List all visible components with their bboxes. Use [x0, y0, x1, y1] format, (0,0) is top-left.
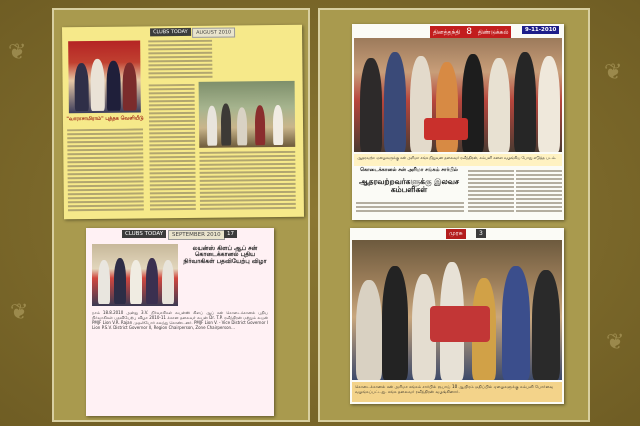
edition-name: திண்டுக்கல்	[477, 29, 509, 36]
issue-date	[168, 230, 225, 240]
event-photo-book-release	[68, 40, 141, 113]
event-photo-installation	[92, 244, 178, 306]
headline-line-2: ஆதரவற்றவர்களுக்கு இலவச கம்பளிகள்	[358, 177, 460, 194]
clipping-headline: "வாராசாமிராம்" புத்தக வெளியீடு	[66, 115, 144, 123]
event-photo-outdoor	[199, 81, 296, 148]
article-text-col-3	[356, 202, 464, 218]
article-text-col-3	[149, 84, 196, 214]
issue-label: SEPTEMBER 2010	[172, 232, 221, 238]
page-number-label: 17	[227, 231, 234, 237]
article-text-col-2	[148, 40, 212, 81]
page-number: 8	[466, 27, 472, 37]
paper-masthead	[446, 229, 466, 239]
masthead-title: CLUBS TODAY	[153, 28, 188, 36]
flourish-ornament-right-bottom: ❦	[606, 330, 625, 355]
headline-line-1: கொடைக்கானல் சன் அரிமா சங்கம் சார்பில்	[360, 167, 458, 173]
event-photo-blanket-handover	[352, 240, 562, 380]
publication-date: 9-11-2010	[522, 26, 559, 34]
article-text-col-1	[67, 128, 144, 213]
flourish-ornament-left-bottom: ❦	[10, 300, 29, 325]
clipping-clubs-today-september	[86, 228, 274, 416]
paper-name: முரசு	[449, 230, 463, 237]
masthead	[122, 230, 166, 238]
paper-name: தினத்தந்தி	[433, 29, 461, 36]
issue-label: AUGUST 2010	[196, 29, 232, 36]
clipping-headline: லயன்ஸ் கிளப் ஆப் சன் கொடைக்கானல் புதிய நிர்வாகிகள் பதவியேற்பு விழா	[183, 245, 267, 265]
clipping-dinathanthi	[352, 24, 564, 220]
clipping-murasu	[350, 228, 564, 404]
page-number-label: 3	[479, 230, 483, 237]
masthead	[150, 28, 191, 36]
photo-caption: கொடைக்கானல் சன் அரிமா சங்கம் சார்பில் ரூபாய் 10 ஆயிரம் மதிப்பில் ஏழைகளுக்கு கம்பளி போர்வை வழங்கப்பட்டது. சங்க தலைவர் ரவீந்திரன் வழங்கினார்.	[352, 382, 562, 402]
page-number	[224, 230, 237, 238]
issue-date	[192, 27, 235, 37]
article-text-col-4	[199, 151, 296, 214]
page-number	[476, 229, 486, 238]
clipping-clubs-today-august	[62, 25, 304, 220]
masthead-title: CLUBS TODAY	[125, 231, 164, 237]
flourish-ornament-left: ❦	[8, 40, 27, 65]
photo-caption: ஆதரவற்ற ஏழைகளுக்கு சன் அரிமா சங்க நிறுவன தலைவர் ரவீந்திரன், கம்பளி களை வழங்கிய போது எடுத்த படம்.	[354, 154, 562, 166]
flourish-ornament-right: ❦	[604, 60, 623, 85]
article-body: நாம் 18.8.2010 அன்று 3.V. நிர்வாகிகள் லயன்ஸ் கிளப் ஆப் சன் கொடைக்கானல் புதிய நிர்வாகிகள் பதவியேற்பு விழா 2010-11 க்கான தலைவர் லயன் Dr. T.P. ரவீந்திரன் மற்றும் லயன் PMJF Lion V.R. Rajan முதலியோர் கலந்து கொண்டனர். PMJF Lion V. - Vice District Governor I Lion P.S.V. District Governor II, Region Chairperson, Zone Chairperson...	[92, 310, 268, 330]
article-text-col-2	[516, 170, 562, 216]
article-text-col-1	[468, 170, 514, 216]
event-photo-blanket-distribution	[354, 38, 562, 152]
paper-masthead	[430, 26, 511, 38]
